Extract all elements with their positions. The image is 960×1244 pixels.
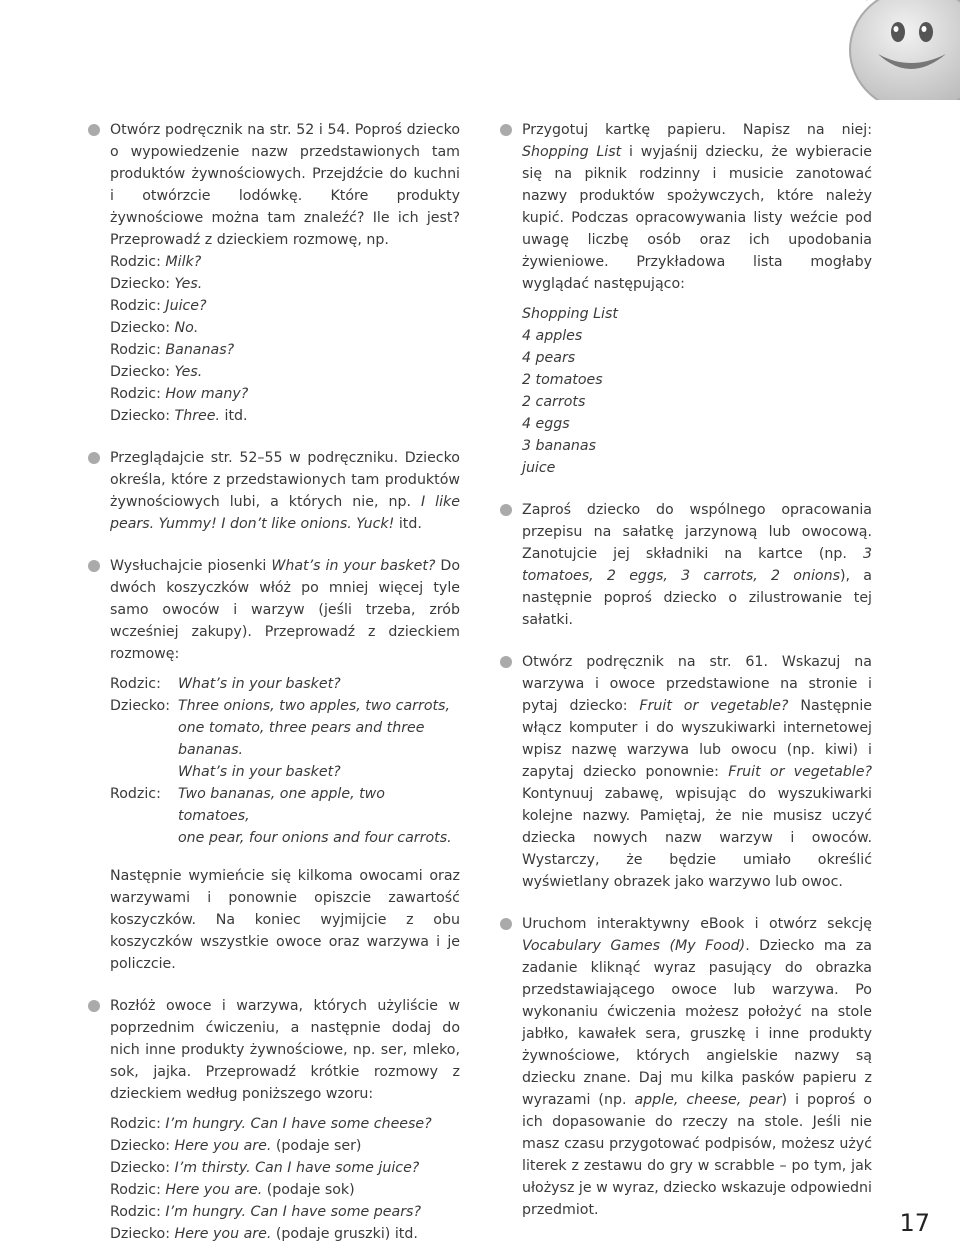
instruction-section bbox=[88, 995, 460, 1244]
list-item: 4 apples bbox=[522, 328, 583, 344]
instruction-text: Otwórz podręcznik na str. 52 i 54. Poproś dziecko o wypowiedzenie nazw przedstawionych tam produktów żywnościowych. Przejdźcie do kuchni i otwórzcie lodówkę. Które produkty żywnościowe można tam znaleźć? Ile ich jest? Przeprowadź z dzieckiem rozmowę, np. bbox=[110, 122, 460, 248]
instruction-text: Przygotuj kartkę papieru. Napisz na niej: Shopping List i wyjaśnij dziecku, że wybieracie się na piknik rodzinny i musicie zanotować nazwy produktów spożywczych, które należy kupić. Podczas opracowywania listy weźcie pod uwagę liczbę osób oraz ich upodobania żywieniowe. Przykładowa lista mogłaby wyglądać następująco: bbox=[522, 122, 872, 292]
list-item: 3 bananas bbox=[522, 438, 596, 454]
dialogue-line: Dziecko: Three. itd. bbox=[110, 408, 248, 424]
dialogue-line: Dziecko: I’m thirsty. Can I have some juice? bbox=[110, 1160, 420, 1176]
right-column bbox=[500, 119, 872, 1221]
bullet-icon bbox=[500, 504, 512, 516]
dialogue-line: Dziecko: Here you are. (podaje gruszki) itd. bbox=[110, 1226, 418, 1242]
page-number: 17 bbox=[899, 1209, 930, 1237]
list-item: Shopping List bbox=[522, 306, 618, 322]
instruction-section bbox=[500, 499, 872, 631]
smiley-face-icon bbox=[838, 0, 960, 100]
dialogue-line: Rodzic: Milk? bbox=[110, 254, 202, 270]
dialogue-list bbox=[110, 1113, 460, 1244]
instruction-text: Uruchom interaktywny eBook i otwórz sekcję Vocabulary Games (My Food). Dziecko ma za zadanie kliknąć wyraz pasujący do obrazka przedstawiającego owoce lub warzywa. Po wykonaniu ćwiczenia możesz położyć na stole jabłko, kawałek sera, gruszkę i inne produkty żywnościowe, których angielskie nazwy są dziecku znane. Daj mu kilka pasków papieru z wyrazami (np. apple, cheese, pear) i poproś o ich dopasowanie do rzeczy na stole. Jeśli nie masz czasu przygotować podpisów, możesz użyć literek z zestawu do gry w scrabble – po tym, jak ułożysz je w wyraz, dziecko wskazuje odpowiedni przedmiot. bbox=[522, 916, 872, 1218]
instruction-text: Zaproś dziecko do wspólnego opracowania przepisu na sałatkę jarzynową lub owocową. Zanotujcie jej składniki na kartce (np. 3 tomatoes, 2 eggs, 3 carrots, 2 onions), a następnie poproś dziecko o zilustrowanie tej sałatki. bbox=[522, 502, 872, 628]
dialogue-line: Rodzic: How many? bbox=[110, 386, 249, 402]
dialogue-line: Rodzic: Juice? bbox=[110, 298, 207, 314]
dialogue-line: Dziecko: No. bbox=[110, 320, 199, 336]
instruction-text: Przeglądajcie str. 52–55 w podręczniku. Dziecko określa, które z przedstawionych tam produktów żywnościowych lubi, a których nie, np. I like pears. Yummy! I don’t like onions. Yuck! itd. bbox=[110, 450, 460, 532]
instruction-text: Otwórz podręcznik na str. 61. Wskazuj na warzywa i owoce przedstawione na stronie i pytaj dziecko: Fruit or vegetable? Następnie włącz komputer i do wyszukiwarki internetowej wpisz nazwę warzywa lub owocu (np. kiwi) i zapytaj dziecko ponownie: Fruit or vegetable? Kontynuuj zabawę, wpisując do wyszukiwarki kolejne nazwy. Pamiętaj, że nie musisz uczyć dziecka nowych nazw warzyw i owoców. Wystarczy, że będzie umiało określić wyświetlany obrazek jako warzywo lub owoc. bbox=[522, 654, 872, 890]
list-item: 4 pears bbox=[522, 350, 576, 366]
dialogue-line: Rodzic: I’m hungry. Can I have some cheese? bbox=[110, 1116, 432, 1132]
instruction-section bbox=[500, 913, 872, 1221]
dialogue-line: Rodzic: Here you are. (podaje sok) bbox=[110, 1182, 355, 1198]
dialogue-table: Rodzic: What’s in your basket? Dziecko: Three onions, two apples, two carrots, one tomato, three pears and three bananas. What’s in your basket? Rodzic: Two bananas, one apple, two tomatoes, one pear, four onions and four carrots. bbox=[110, 673, 460, 849]
shopping-list bbox=[522, 303, 872, 479]
instruction-section bbox=[500, 119, 872, 479]
bullet-icon bbox=[88, 452, 100, 464]
bullet-icon bbox=[500, 124, 512, 136]
dialogue-line: Dziecko: Yes. bbox=[110, 364, 203, 380]
dialogue-line: Dziecko: Yes. bbox=[110, 276, 203, 292]
instruction-section bbox=[88, 555, 460, 975]
instruction-text: Rozłóż owoce i warzywa, których użyliście w poprzednim ćwiczeniu, a następnie dodaj do nich inne produkty żywnościowe, np. ser, mleko, sok, jajka. Przeprowadź krótkie rozmowy z dzieckiem według poniższego wzoru: bbox=[110, 998, 460, 1102]
list-item: 4 eggs bbox=[522, 416, 570, 432]
instruction-text: Wysłuchajcie piosenki What’s in your basket? Do dwóch koszyczków włóż po mniej więcej tyle samo owoców i warzyw (jeśli trzeba, zrób wcześniej zakupy). Przeprowadź z dzieckiem rozmowę: bbox=[110, 558, 461, 662]
dialogue-line: Rodzic: I’m hungry. Can I have some pears? bbox=[110, 1204, 421, 1220]
list-item: 2 tomatoes bbox=[522, 372, 603, 388]
instruction-text: Następnie wymieńcie się kilkoma owocami oraz warzywami i ponownie opiszcie zawartość koszyczków. Na koniec wyjmijcie z obu koszyczków wszystkie owoce oraz warzywa i je policzcie. bbox=[110, 868, 460, 972]
dialogue-list bbox=[110, 251, 460, 427]
list-item: juice bbox=[522, 460, 556, 476]
instruction-section bbox=[88, 119, 460, 427]
left-column bbox=[88, 119, 460, 1244]
dialogue-line: Rodzic: Bananas? bbox=[110, 342, 235, 358]
bullet-icon bbox=[88, 124, 100, 136]
speaker-label: Rodzic: bbox=[110, 676, 161, 692]
bullet-icon bbox=[88, 560, 100, 572]
bullet-icon bbox=[88, 1000, 100, 1012]
speaker-label: Dziecko: bbox=[110, 698, 171, 714]
instruction-section bbox=[88, 447, 460, 535]
instruction-section bbox=[500, 651, 872, 893]
bullet-icon bbox=[500, 918, 512, 930]
list-item: 2 carrots bbox=[522, 394, 586, 410]
dialogue-line: Dziecko: Here you are. (podaje ser) bbox=[110, 1138, 362, 1154]
speaker-label: Rodzic: bbox=[110, 786, 161, 802]
bullet-icon bbox=[500, 656, 512, 668]
